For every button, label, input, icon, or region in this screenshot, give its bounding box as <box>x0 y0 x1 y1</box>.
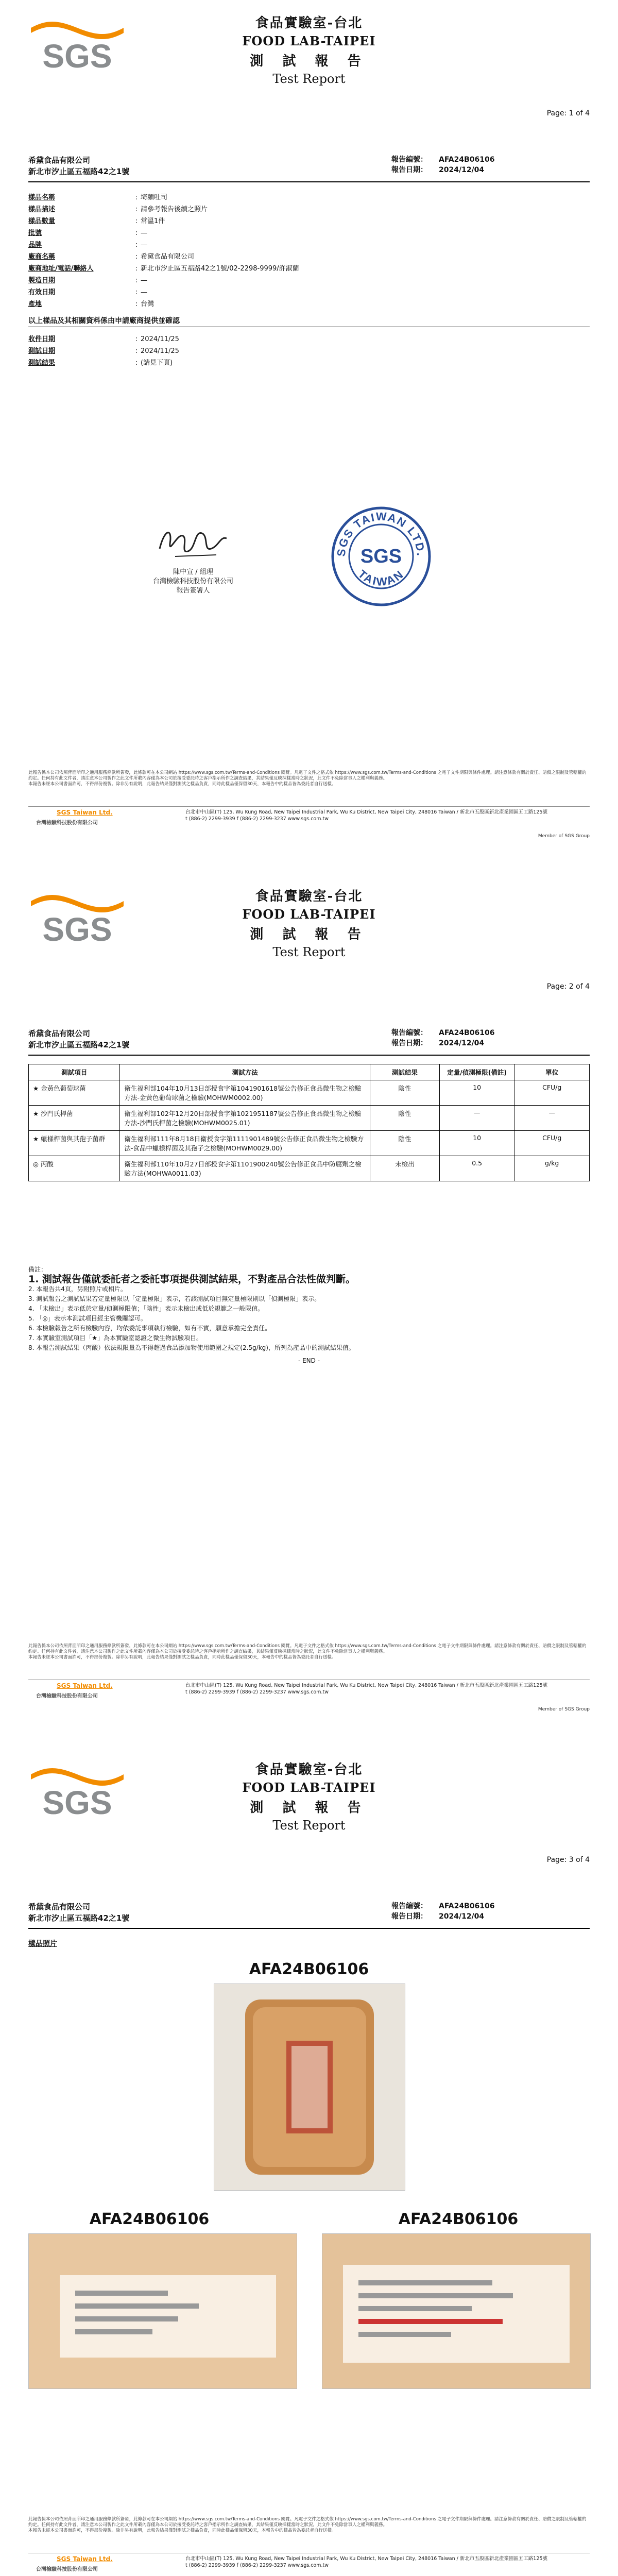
footer-address-text: 台北市中山區(T) 125, Wu Kung Road, New Taipei Industrial Park, Wu Ku District, New Taipei City, 248016 Taiwan / 新北市五股區新北產業園區五工路125號 <box>185 1683 547 1688</box>
notes-main: 1. 測試報告僅就委託者之委託事項提供測試結果，不對產品合法性做判斷。 <box>28 1274 356 1285</box>
sample-info-row <box>28 264 299 274</box>
sample-info-value: — <box>141 289 147 296</box>
test-method: 衛生福利部110年10月27日部授食字第1101900240號公告修正食品中防腐劑之檢驗方法(MOHWA0011.03) <box>120 1156 370 1181</box>
report-date-label: 報告日期： <box>391 1912 427 1921</box>
divider <box>28 1928 590 1929</box>
test-unit: CFU/g <box>514 1080 590 1106</box>
date-value: 2024/11/25 <box>141 335 179 343</box>
table-row <box>29 1080 590 1106</box>
lab-title-cn: 食品實驗室-台北 <box>255 15 363 31</box>
report-date-value: 2024/12/04 <box>439 166 485 174</box>
test-item: ★ 蠟樣桿菌與其孢子菌群 <box>29 1131 120 1156</box>
col-unit: 單位 <box>514 1064 590 1080</box>
sample-info-value: 希黛食品有限公司 <box>141 253 195 261</box>
page-number: Page: 2 of 4 <box>546 982 590 991</box>
signatory-block <box>118 568 268 596</box>
report-page-3 <box>0 1747 618 2576</box>
footer-company-en: SGS Taiwan Ltd. <box>57 809 113 816</box>
fine-print-1: 此報告係本公司依照背面所印之通用服務條款所簽發，此條款可在本公司網站 https://www.sgs.com.tw/Terms-and-Conditions 閱覽。凡電子文件之格式依 https://www.sgs.com.tw/Terms-and-Conditions 之電子文件期限與條件處理。請注意條款有關於責任、賠償之限制及管轄權的約定。任何持有此文件者，請注意本公司製作之此文件所載內容僅為本公司於接受委託時之客戶指示所作之調查結果，其結果僅反映採樣當時之狀況，此文件不免除當事人之權利與義務。 <box>28 2517 587 2528</box>
colon: : <box>135 335 138 343</box>
footer-phone: t (886-2) 2299-3939 f (886-2) 2299-3237 www.sgs.com.tw <box>185 2563 329 2568</box>
test-unit: CFU/g <box>514 1131 590 1156</box>
note-item: 7. 本實驗室測試項目「★」為本實驗室認證之微生物試驗項目。 <box>28 1334 203 1342</box>
footer-fine-print <box>28 1643 590 1660</box>
report-no-value: AFA24B06106 <box>439 1029 495 1037</box>
note-item: 2. 本報告共4頁，另附照片或相片。 <box>28 1285 127 1293</box>
notes-block <box>28 1265 590 1366</box>
report-title-cn: 測 試 報 告 <box>250 927 368 942</box>
photo-label-3: AFA24B06106 <box>398 2210 519 2228</box>
sample-info-row <box>28 205 208 214</box>
sample-info-row <box>28 241 147 250</box>
date-label: 測試結果 <box>28 359 56 367</box>
note-item: 5. 「◎」表示本測試項目經主管機關認可。 <box>28 1315 147 1322</box>
report-header <box>0 1759 618 1833</box>
report-page-2 <box>0 873 618 1747</box>
report-title-en: Test Report <box>272 1818 346 1833</box>
end-marker: - END - <box>298 1357 320 1364</box>
sample-info-value: — <box>141 241 147 249</box>
sample-info-value: — <box>141 277 147 284</box>
footer-address <box>185 1682 547 1696</box>
sample-info-row <box>28 193 167 202</box>
test-result: 陰性 <box>370 1131 439 1156</box>
report-title-en: Test Report <box>272 945 346 959</box>
footer-address-text: 台北市中山區(T) 125, Wu Kung Road, New Taipei Industrial Park, Wu Ku District, New Taipei City, 248016 Taiwan / 新北市五股區新北產業園區五工路125號 <box>185 2556 547 2562</box>
col-test-item: 測試項目 <box>29 1064 120 1080</box>
svg-text:SGS: SGS <box>42 38 112 75</box>
colon: : <box>135 194 138 201</box>
lab-title-cn: 食品實驗室-台北 <box>255 1762 363 1777</box>
sample-info-row <box>28 229 147 238</box>
sample-info-label: 廠商名稱 <box>28 253 56 261</box>
fine-print-2: 本報告未經本公司書面許可，不得部份複製。除非另有說明，此報告結果僅對測試之樣品負責，同時此樣品僅保留30天，本報告中的樣品皆為委託者自行送樣。 <box>28 1655 336 1660</box>
report-date-value: 2024/12/04 <box>439 1039 485 1047</box>
sample-info-value: 新北市汐止區五福路42之1號/02-2298-9999/許淑蘭 <box>141 265 299 273</box>
sample-photo-label-right <box>322 2233 591 2389</box>
sample-info-label: 樣品名稱 <box>28 194 56 201</box>
client-name: 希黛食品有限公司 <box>28 156 91 165</box>
report-title-cn: 測 試 報 告 <box>250 1800 368 1816</box>
report-page-1 <box>0 0 618 873</box>
photo-section-label: 樣品照片 <box>28 1940 57 1948</box>
test-item: ★ 沙門氏桿菌 <box>29 1106 120 1131</box>
footer-company-cn: 台灣檢驗科技股份有限公司 <box>36 820 98 826</box>
test-item: ★ 金黃色葡萄球菌 <box>29 1080 120 1106</box>
footer-address <box>185 809 547 822</box>
date-info-row <box>28 347 179 356</box>
sample-info-value: 請參考報告後續之照片 <box>141 206 208 213</box>
test-method: 衛生福利部102年12月20日部授食字第1021951187號公告修正食品微生物之檢驗方法-沙門氏桿菌之檢驗(MOHWM0025.01) <box>120 1106 370 1131</box>
results-table <box>28 1064 590 1181</box>
page-number: Page: 1 of 4 <box>546 109 590 117</box>
fine-print-1: 此報告係本公司依照背面所印之通用服務條款所簽發，此條款可在本公司網站 https://www.sgs.com.tw/Terms-and-Conditions 閱覽。凡電子文件之格式依 https://www.sgs.com.tw/Terms-and-Conditions 之電子文件期限與條件處理。請注意條款有關於責任、賠償之限制及管轄權的約定。任何持有此文件者，請注意本公司製作之此文件所載內容僅為本公司於接受委託時之客戶指示所作之調查結果，其結果僅反映採樣當時之狀況，此文件不免除當事人之權利與義務。 <box>28 770 587 781</box>
table-row <box>29 1106 590 1131</box>
lab-title-cn: 食品實驗室-台北 <box>255 889 363 904</box>
photo-label-1: AFA24B06106 <box>249 1960 369 1978</box>
test-result: 陰性 <box>370 1106 439 1131</box>
report-no-label: 報告編號： <box>391 156 427 164</box>
sample-info-value: 埼麵吐司 <box>141 194 168 201</box>
sample-info-label: 廠商地址/電話/聯絡人 <box>28 265 94 273</box>
company-seal-icon <box>330 505 433 608</box>
client-name: 希黛食品有限公司 <box>28 1029 91 1038</box>
sample-info-label: 品牌 <box>28 241 42 249</box>
report-date-label: 報告日期： <box>391 1039 427 1047</box>
footer-fine-print <box>28 2517 590 2534</box>
test-result: 陰性 <box>370 1080 439 1106</box>
client-company <box>28 1901 129 1924</box>
client-name: 希黛食品有限公司 <box>28 1902 91 1911</box>
sample-photo-label-left <box>28 2233 297 2389</box>
colon: : <box>135 277 138 284</box>
sample-info-value: 常溫1件 <box>141 217 165 225</box>
col-limit: 定量/偵測極限(備註) <box>439 1064 514 1080</box>
note-item: 8. 本報告測試結果（丙酸）依法規限量為不得超過食品添加物使用範圍之規定(2.5g/kg)，所列為產品中的測試結果值。 <box>28 1344 355 1351</box>
note-item: 3. 測試報告之測試結果若定量極限以「定量極限」表示，若該測試項目無定量極限則以「偵測極限」表示。 <box>28 1295 321 1302</box>
colon: : <box>135 241 138 249</box>
svg-text:SGS: SGS <box>42 911 112 948</box>
divider <box>28 181 590 182</box>
sample-provided-note: 以上樣品及其相關資料係由申請廠商提供並確認 <box>28 317 180 325</box>
footer-company-en: SGS Taiwan Ltd. <box>57 2555 113 2563</box>
svg-text:TAIWAN: TAIWAN <box>355 567 407 588</box>
footer-phone: t (886-2) 2299-3939 f (886-2) 2299-3237 www.sgs.com.tw <box>185 816 329 822</box>
report-title-cn: 測 試 報 告 <box>250 54 368 69</box>
svg-text:SGS: SGS <box>42 1784 112 1821</box>
table-row <box>29 1131 590 1156</box>
date-label: 測試日期 <box>28 347 56 355</box>
report-meta <box>391 155 495 175</box>
fine-print-2: 本報告未經本公司書面許可，不得部份複製。除非另有說明，此報告結果僅對測試之樣品負責，同時此樣品僅保留30天，本報告中的樣品皆為委託者自行送樣。 <box>28 2528 336 2533</box>
test-unit: g/kg <box>514 1156 590 1181</box>
colon: : <box>135 347 138 355</box>
test-limit: 10 <box>439 1131 514 1156</box>
footer-company-en: SGS Taiwan Ltd. <box>57 1682 113 1689</box>
lab-title-en: FOOD LAB-TAIPEI <box>242 907 376 922</box>
client-address: 新北市汐止區五福路42之1號 <box>28 167 130 176</box>
signatory-title: 報告簽署人 <box>176 587 210 595</box>
sample-info-label: 樣品描述 <box>28 206 56 213</box>
colon: : <box>135 289 138 296</box>
sample-info-row <box>28 252 194 262</box>
footer-member: Member of SGS Group <box>538 834 590 839</box>
report-no-label: 報告編號： <box>391 1029 427 1037</box>
sample-info-label: 有效日期 <box>28 289 56 296</box>
date-value: (請見下頁) <box>141 359 173 367</box>
lab-title-en: FOOD LAB-TAIPEI <box>242 33 376 48</box>
colon: : <box>135 217 138 225</box>
lab-title-en: FOOD LAB-TAIPEI <box>242 1780 376 1795</box>
test-result: 未檢出 <box>370 1156 439 1181</box>
footer-company-cn: 台灣檢驗科技股份有限公司 <box>36 2567 98 2572</box>
test-limit: 10 <box>439 1080 514 1106</box>
footer-divider <box>28 806 590 807</box>
footer-address-text: 台北市中山區(T) 125, Wu Kung Road, New Taipei Industrial Park, Wu Ku District, New Taipei City, 248016 Taiwan / 新北市五股區新北產業園區五工路125號 <box>185 809 547 815</box>
sample-info-row <box>28 288 147 297</box>
test-unit: — <box>514 1106 590 1131</box>
client-address: 新北市汐止區五福路42之1號 <box>28 1913 130 1923</box>
report-no-value: AFA24B06106 <box>439 156 495 164</box>
note-item: 4. 「未檢出」表示低於定量/偵測極限值；「陰性」表示未檢出或低於規範之一般限值。 <box>28 1305 264 1312</box>
client-company <box>28 155 129 177</box>
sample-info-label: 批號 <box>28 229 42 237</box>
sample-info-row <box>28 300 154 309</box>
client-address: 新北市汐止區五福路42之1號 <box>28 1040 130 1049</box>
date-label: 收件日期 <box>28 335 56 343</box>
footer-address <box>185 2555 547 2569</box>
table-row <box>29 1156 590 1181</box>
sample-info-value: 台灣 <box>141 300 154 308</box>
report-date-value: 2024/12/04 <box>439 1912 485 1921</box>
signatory-name: 陳中宣 / 組理 <box>173 568 213 576</box>
date-value: 2024/11/25 <box>141 347 179 355</box>
report-header <box>0 886 618 959</box>
test-item: ◎ 丙酸 <box>29 1156 120 1181</box>
colon: : <box>135 300 138 308</box>
colon: : <box>135 206 138 213</box>
sample-info-row <box>28 217 165 226</box>
sample-info-label: 產地 <box>28 300 42 308</box>
footer-member: Member of SGS Group <box>538 1707 590 1712</box>
date-info-row <box>28 359 173 368</box>
report-no-label: 報告編號： <box>391 1902 427 1910</box>
svg-text:SGS: SGS <box>360 546 402 567</box>
test-method: 衛生福利部111年8月18日衛授食字第1111901489號公告修正食品微生物之檢驗方法-食品中蠟樣桿菌及其孢子之檢驗(MOHWM0029.00) <box>120 1131 370 1156</box>
page-number: Page: 3 of 4 <box>546 1856 590 1864</box>
svg-text:SGS TAIWAN LTD.: SGS TAIWAN LTD. <box>334 510 428 557</box>
note-item: 6. 本檢驗報告之所有檢驗內容，均依委託事項執行檢驗，如有不實，願意承擔完全責任。 <box>28 1325 271 1332</box>
fine-print-1: 此報告係本公司依照背面所印之通用服務條款所簽發，此條款可在本公司網站 https://www.sgs.com.tw/Terms-and-Conditions 閱覽。凡電子文件之格式依 https://www.sgs.com.tw/Terms-and-Conditions 之電子文件期限與條件處理。請注意條款有關於責任、賠償之限制及管轄權的約定。任何持有此文件者，請注意本公司製作之此文件所載內容僅為本公司於接受委託時之客戶指示所作之調查結果，其結果僅反映採樣當時之狀況，此文件不免除當事人之權利與義務。 <box>28 1643 587 1654</box>
footer-company-cn: 台灣檢驗科技股份有限公司 <box>36 1693 98 1699</box>
report-meta <box>391 1028 495 1048</box>
results-header-row <box>29 1064 590 1080</box>
colon: : <box>135 229 138 237</box>
sample-info-value: — <box>141 229 147 237</box>
report-no-value: AFA24B06106 <box>439 1902 495 1910</box>
client-company <box>28 1028 129 1050</box>
footer-fine-print <box>28 770 590 787</box>
footer-phone: t (886-2) 2299-3939 f (886-2) 2299-3237 www.sgs.com.tw <box>185 1689 329 1695</box>
date-info-row <box>28 335 179 344</box>
report-date-label: 報告日期： <box>391 166 427 174</box>
signature-icon <box>154 523 232 564</box>
colon: : <box>135 265 138 273</box>
sample-photo-bread-front <box>214 1984 405 2191</box>
signatory-company: 台灣檢驗科技股份有限公司 <box>152 578 233 585</box>
test-method: 衛生福利部104年10月13日部授食字第1041901618號公告修正食品微生物之檢驗方法-金黃色葡萄球菌之檢驗(MOHWM0002.00) <box>120 1080 370 1106</box>
fine-print-2: 本報告未經本公司書面許可，不得部份複製。除非另有說明，此報告結果僅對測試之樣品負責，同時此樣品僅保留30天，本報告中的樣品皆為委託者自行送樣。 <box>28 782 336 787</box>
test-limit: — <box>439 1106 514 1131</box>
sample-info-row <box>28 276 147 285</box>
photo-label-2: AFA24B06106 <box>89 2210 210 2228</box>
report-meta <box>391 1901 495 1922</box>
report-header <box>0 12 618 86</box>
divider <box>28 1055 590 1056</box>
col-result: 測試結果 <box>370 1064 439 1080</box>
test-limit: 0.5 <box>439 1156 514 1181</box>
colon: : <box>135 253 138 261</box>
report-title-en: Test Report <box>272 72 346 86</box>
col-test-method: 測試方法 <box>120 1064 370 1080</box>
colon: : <box>135 359 138 367</box>
sample-info-label: 樣品數量 <box>28 217 56 225</box>
notes-label: 備註： <box>28 1266 47 1273</box>
sample-info-label: 製造日期 <box>28 277 56 284</box>
